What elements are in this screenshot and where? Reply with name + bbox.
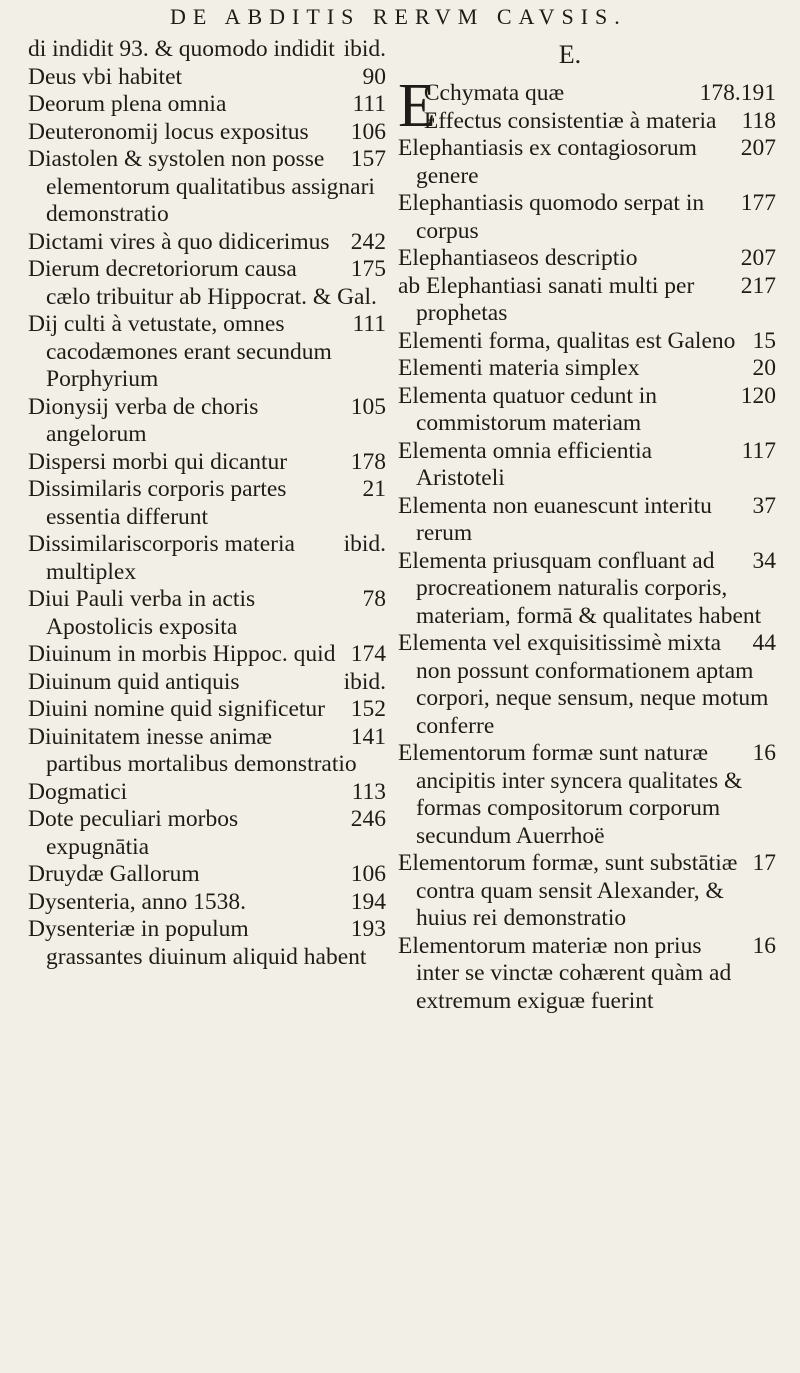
entry-text: Dictami vires à quo didicerimus — [28, 228, 330, 255]
entry-text: Dispersi morbi qui dicantur — [28, 448, 288, 475]
entry-text: Diastolen & systolen non posse elementorum qualitatibus assignari demonstratio — [28, 146, 375, 227]
index-entry — [28, 449, 386, 477]
entry-text: Deus vbi habitet — [28, 63, 183, 90]
page-ref: 16 — [752, 740, 776, 766]
page-ref: 157 — [350, 146, 386, 172]
index-entry — [28, 586, 386, 641]
index-entry — [398, 493, 776, 548]
right-column — [398, 72, 776, 1015]
index-entry — [28, 119, 386, 147]
entry-text: Dote peculiari morbos expugnātia — [28, 806, 239, 860]
drop-cap: E — [398, 72, 436, 140]
entry-text: Deuteronomij locus expositus — [28, 118, 309, 145]
section-letter: E. — [558, 40, 582, 69]
entry-text: Diui Pauli verba in actis Apostolicis exposita — [28, 586, 256, 640]
page-ref: 17 — [752, 850, 776, 876]
entry-text: Dissimilariscorporis materia multiplex — [28, 531, 295, 585]
page-ref: 111 — [352, 91, 386, 117]
running-header: DE ABDITIS RERVM CAVSIS. — [170, 4, 627, 29]
index-entry — [398, 108, 776, 136]
entry-text: Elementorum formæ sunt naturæ ancipitis inter syncera qualitates & formas compositorum corporum secundum Auerrhoë — [398, 740, 743, 849]
page-ref: 217 — [740, 272, 776, 299]
page-ref: 113 — [351, 778, 386, 805]
index-entry — [398, 383, 776, 438]
page-ref: 152 — [350, 696, 386, 722]
index-entry — [28, 696, 386, 724]
entry-text: Elementi forma, qualitas est Galeno — [398, 327, 736, 354]
page-ref: 193 — [350, 916, 386, 942]
index-entry — [28, 916, 386, 971]
page-ref: 207 — [740, 135, 776, 161]
page-ref: 174 — [350, 641, 386, 667]
page-ref: 37 — [752, 492, 776, 519]
page-ref: 175 — [350, 256, 386, 282]
index-entry — [28, 889, 386, 917]
entry-text: Elementorum materiæ non prius inter se vinctæ cohærent quàm ad extremum exiguæ fuerint — [398, 932, 732, 1014]
page-ref: 207 — [740, 245, 776, 271]
entry-text: Elementa priusquam confluant ad procreationem naturalis corporis, materiam, formā & qualitates habent — [398, 547, 762, 629]
page-ref: ibid. — [343, 36, 386, 62]
index-entry — [28, 641, 386, 669]
index-entry — [398, 190, 776, 245]
index-entry — [28, 91, 386, 119]
page-ref: 194 — [350, 888, 386, 915]
index-entry — [28, 724, 386, 779]
page-ref: 118 — [741, 107, 776, 134]
index-entry — [28, 64, 386, 92]
page-ref: 242 — [350, 228, 386, 255]
index-entry — [398, 850, 776, 933]
index-entry — [398, 438, 776, 493]
index-entry — [28, 394, 386, 449]
index-entry — [28, 779, 386, 807]
index-entry — [398, 548, 776, 631]
index-entry — [28, 476, 386, 531]
index-entry — [398, 328, 776, 356]
entry-text: Elementi materia simplex — [398, 355, 640, 381]
index-entry — [28, 229, 386, 257]
entry-text: Diuini nomine quid significetur — [28, 696, 325, 722]
index-entry — [398, 273, 776, 328]
entry-text: Cchymata quæ — [423, 80, 565, 106]
page-ref: 177 — [740, 190, 776, 216]
index-entry — [28, 146, 386, 229]
entry-text: ab Elephantiasi sanati multi per prophetas — [398, 272, 695, 326]
entry-text: Deorum plena omnia — [28, 91, 227, 117]
entry-text: Diuinitatem inesse animæ partibus mortalibus demonstratio — [28, 723, 357, 777]
page-ref: ibid. — [343, 531, 386, 557]
page-ref: 120 — [740, 382, 776, 409]
page-ref: 20 — [752, 355, 776, 381]
page-ref: 246 — [350, 806, 386, 832]
page-ref: 21 — [362, 476, 386, 502]
index-entry — [398, 933, 776, 1016]
entry-text: Druydæ Gallorum — [28, 861, 200, 887]
page-ref: 106 — [350, 118, 386, 145]
entry-text: Elementa quatuor cedunt in commistorum materiam — [398, 382, 658, 436]
entry-text: Dierum decretoriorum causa cælo tribuitur ab Hippocrat. & Gal. — [28, 256, 377, 310]
page-ref: 106 — [350, 861, 386, 887]
index-entry — [398, 355, 776, 383]
entry-text: Elephantiaseos descriptio — [398, 245, 638, 271]
page-ref: 34 — [752, 547, 776, 574]
entry-text: Dionysij verba de choris angelorum — [28, 393, 259, 447]
page-ref: 117 — [741, 437, 776, 464]
entry-text: Elementa omnia efficientia Aristoteli — [398, 437, 653, 491]
page-ref: 178 — [350, 448, 386, 475]
left-column — [28, 36, 386, 971]
page-ref: 15 — [752, 327, 776, 354]
index-entry — [28, 861, 386, 889]
entry-text: Elementorum formæ, sunt substātiæ contra quam sensit Alexander, & huius rei demonstratio — [398, 850, 738, 931]
page-ref: 16 — [752, 932, 776, 959]
entry-text: Elephantiasis ex contagiosorum genere — [398, 135, 697, 189]
page-ref: 78 — [362, 586, 386, 612]
index-entry — [28, 531, 386, 586]
index-entry — [398, 630, 776, 740]
index-entry — [398, 740, 776, 850]
entry-text: di indidit 93. & quomodo indidit — [28, 36, 335, 62]
page-ref: 44 — [752, 630, 776, 656]
index-entry — [28, 311, 386, 394]
page-ref: 105 — [350, 393, 386, 420]
entry-text: Elementa vel exquisitissimè mixta non possunt conformationem aptam corpori, neque sensum, neque motum conferre — [398, 630, 769, 739]
entry-text: Dij culti à vetustate, omnes cacodæmones erant secundum Porphyrium — [28, 311, 332, 392]
index-entry — [28, 806, 386, 861]
page-ref: ibid. — [343, 668, 386, 695]
index-entry — [28, 669, 386, 697]
index-entry — [28, 256, 386, 311]
page-ref: 178.191 — [699, 80, 776, 106]
entry-text: Elephantiasis quomodo serpat in corpus — [398, 190, 705, 244]
index-entry — [28, 36, 386, 64]
page-ref: 90 — [362, 63, 386, 90]
entry-text: Dogmatici — [28, 778, 128, 805]
page-ref: 111 — [352, 311, 386, 337]
entry-text: Diuinum quid antiquis — [28, 668, 240, 695]
entry-text: Diuinum in morbis Hippoc. quid — [28, 641, 336, 667]
entry-text: Dysenteria, anno 1538. — [28, 888, 246, 915]
entry-text: Effectus consistentiæ à materia — [423, 107, 717, 134]
index-entry — [398, 245, 776, 273]
entry-text: Dysenteriæ in populum grassantes diuinum aliquid habent — [28, 916, 367, 970]
page-ref: 141 — [350, 723, 386, 750]
index-entry — [398, 135, 776, 190]
entry-text: Elementa non euanescunt interitu rerum — [398, 492, 712, 546]
entry-text: Dissimilaris corporis partes essentia differunt — [28, 476, 287, 530]
